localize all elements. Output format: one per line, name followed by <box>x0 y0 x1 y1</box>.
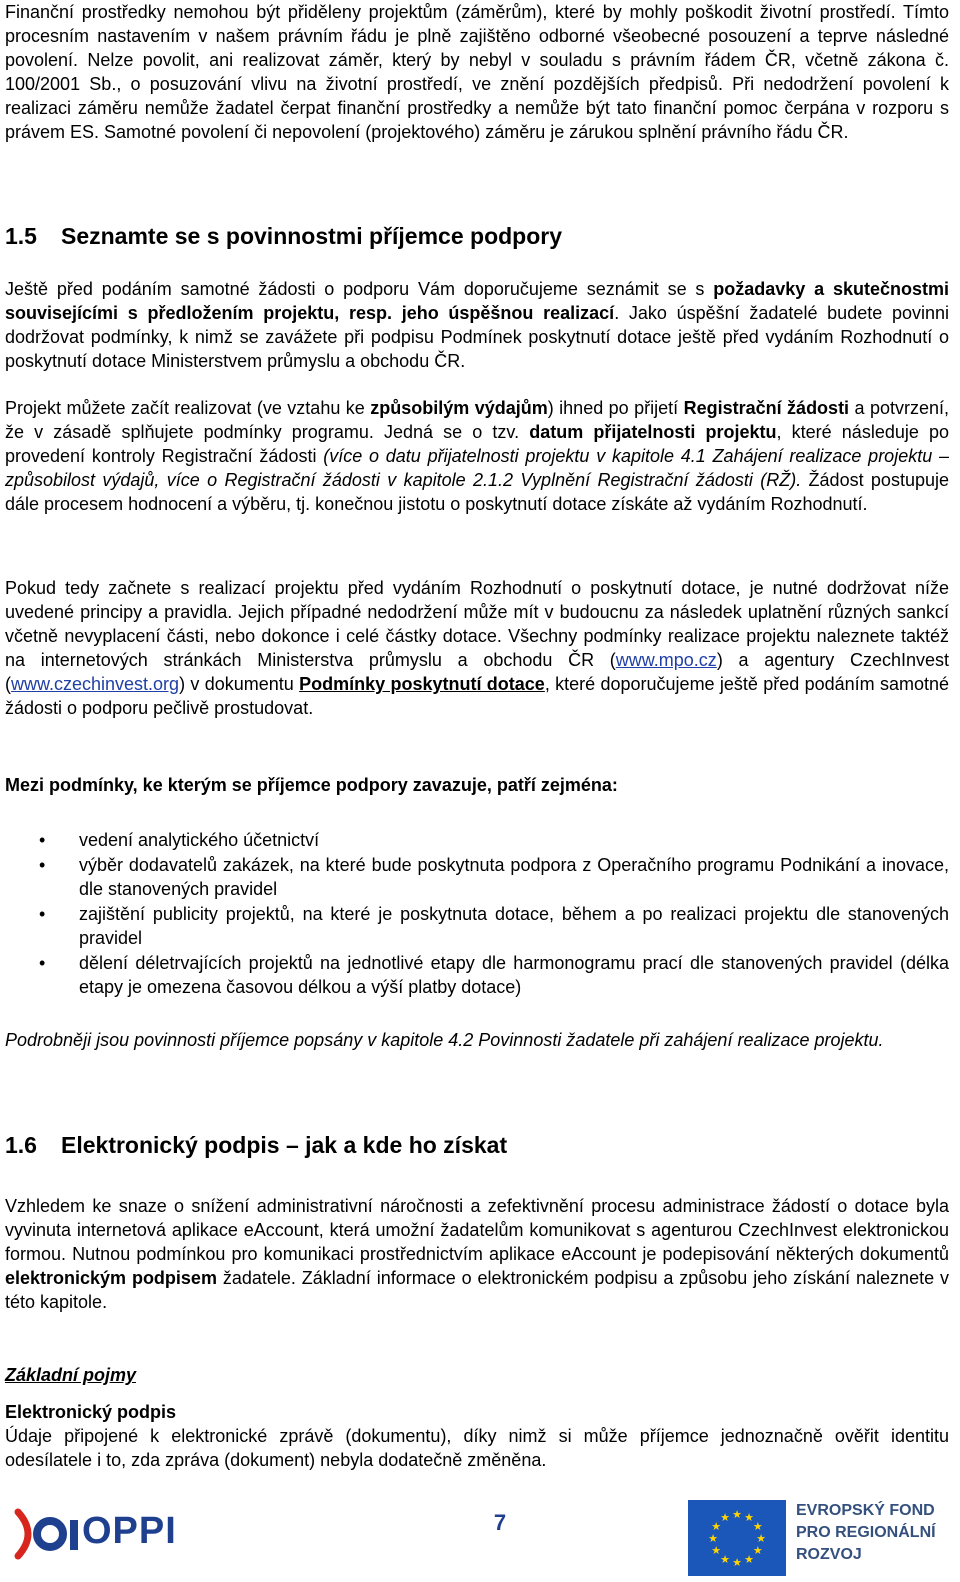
text: , které doporučujeme ještě před podáním samotné žádosti o podporu pečlivě prostudovat. <box>5 674 950 718</box>
eu-star-icon: ★ <box>732 1508 742 1521</box>
bullet: • <box>39 904 46 924</box>
section-number: 1.6 <box>5 1132 37 1158</box>
eu-line: PRO REGIONÁLNÍ <box>796 1524 936 1541</box>
list-item <box>5 828 949 852</box>
list-item-text: výběr dodavatelů zakázek, na které bude poskytnuta podpora z Operačního programu Podnikání a inovace, dle stanovených pravidel <box>79 855 949 899</box>
bold-text: elektronickým podpisem <box>5 1268 217 1288</box>
list-heading-text: Mezi podmínky, ke kterým se příjemce podpory zavazuje, patří zejména: <box>5 775 618 795</box>
list-item <box>5 853 949 901</box>
link-czechinvest[interactable]: www.czechinvest.org <box>11 674 180 694</box>
section-title: Seznamte se s povinnostmi příjemce podpory <box>61 223 563 249</box>
bold-text: datum přijatelnosti projektu <box>529 422 777 442</box>
subheading-basic-terms <box>5 1363 949 1387</box>
paragraph-environment <box>5 0 949 144</box>
page-footer <box>0 1496 960 1582</box>
oppi-logo-text: OPPI <box>82 1510 177 1552</box>
term-heading <box>5 1400 949 1424</box>
paragraph-definition <box>5 1424 949 1472</box>
list-heading <box>5 773 949 797</box>
text: , které následuje po provedení kontroly Registrační žádosti <box>5 422 950 466</box>
definition-text: Údaje připojené k elektronické zprávě (dokumentu), díky nimž si může příjemce jednoznačně ověřit identitu odesílatele i to, zda zpráva (dokument) nebyla dodatečně změněna. <box>5 1426 949 1470</box>
bold-text: požadavky a skutečnostmi souvisejícími s předložením projektu, resp. jeho úspěšnou realizací <box>5 279 949 323</box>
link-mpo[interactable]: www.mpo.cz <box>615 650 717 670</box>
bullet: • <box>39 855 46 875</box>
text: ) a agentury CzechInvest ( <box>5 650 949 694</box>
eu-star-icon: ★ <box>720 1511 730 1525</box>
section-title: Elektronický podpis – jak a kde ho získat <box>61 1132 508 1158</box>
eu-star-icon: ★ <box>720 1552 730 1566</box>
paragraph-requirements <box>5 277 949 373</box>
text: , o posuzování vlivu na životní prostředí, ve znění pozdějších předpisů. Při nedodržení povolení k realizaci záměru nemůže žadatel čerpat finanční prostředky a nemůže být tato finanční pomoc čerpána v rozporu s právem ES. Samotné povolení či nepovolení (projektového) záměru je zárukou splnění právního řádu ČR. <box>5 74 949 142</box>
eu-flag-icon <box>688 1500 786 1576</box>
eu-line: EVROPSKÝ FOND <box>796 1502 935 1519</box>
bullet: • <box>39 830 46 850</box>
text: ) v dokumentu <box>179 674 300 694</box>
list-item-text: vedení analytického účetnictví <box>79 830 320 850</box>
eu-star-icon: ★ <box>756 1532 766 1545</box>
text: Ještě před podáním samotné žádosti o podporu Vám doporučujeme seznámit se s <box>5 279 714 299</box>
section-number: 1.5 <box>5 223 37 249</box>
italic-text: Podrobněji jsou povinnosti příjemce popsány v kapitole 4.2 Povinnosti žadatele při zahájení realizace projektu. <box>5 1030 884 1050</box>
term-text: Elektronický podpis <box>5 1402 177 1422</box>
eu-star-icon: ★ <box>711 1544 722 1557</box>
text: Vzhledem ke snaze o snížení administrativní náročnosti a zefektivnění procesu administrace žádostí o dotace byla vyvinuta internetová aplikace eAccount, která umožní žadatelům komunikovat s agenturou CzechInvest elektronickou formou. Nutnou podmínkou pro komunikaci prostřednictvím aplikace eAccount je podepisování některých dokumentů <box>5 1196 949 1264</box>
list-item-text: dělení déletrvajících projektů na jednotlivé etapy dle harmonogramu prací dle stanovených pravidel (délka etapy je omezena časovou délkou a výší platby dotace) <box>79 953 949 997</box>
paragraph-eaccount <box>5 1194 949 1314</box>
bold-text: způsobilým výdajům <box>370 398 548 418</box>
text: Žádost postupuje dále procesem hodnocení a výběru, tj. konečnou jistotu o poskytnutí dotace získáte až vydáním Rozhodnutí. <box>5 470 949 514</box>
list-item <box>5 951 949 999</box>
text: ) ihned po přijetí <box>547 398 684 418</box>
subheading-text: Základní pojmy <box>5 1365 137 1385</box>
conditions-list <box>5 828 949 1000</box>
eu-star-icon: ★ <box>711 1520 722 1533</box>
oppi-logo <box>12 1504 182 1564</box>
text: Pokud tedy začnete s realizací projektu před vydáním Rozhodnutí o poskytnutí dotace, je nutné dodržovat níže uvedené principy a pravidla. Jejich případné nedodržení může mít v budoucnu za následek uplatnění různých sankcí včetně nevyplacení části, nebo dokonce i celé částky dotace. Všechny podmínky realizace projektu naleznete taktéž na internetových stránkách Ministerstva průmyslu a obchodu ČR ( <box>5 578 949 670</box>
text: a potvrzení, že v zásadě splňujete podmínky programu. Jedná se o tzv. <box>5 398 949 442</box>
paragraph-project-start <box>5 396 949 516</box>
eu-star-icon: ★ <box>744 1552 754 1566</box>
eu-star-icon: ★ <box>752 1544 763 1557</box>
eu-line: ROZVOJ <box>796 1546 862 1563</box>
list-item <box>5 902 949 950</box>
paragraph-more-info <box>5 1028 949 1052</box>
paragraph-conditions <box>5 576 949 720</box>
eu-star-icon: ★ <box>708 1532 718 1545</box>
text: Finanční prostředky nemohou být přiděleny projektům (záměrům), které by mohly poškodit životní prostředí. Tímto procesním nastavením v našem právním řádu je plně zajištěno odborné všeobecné posouzení a teprve následné povolení. Nelze povolit, ani realizovat záměr, který by nebyl v souladu s právním řádem ČR, včetně zákona č. 100/2001 Sb. <box>5 2 949 94</box>
eu-fund-label <box>796 1500 956 1566</box>
text: . Jako úspěšní žadatelé budete povinni dodržovat podmínky, k nimž se zavážete při podpisu Podmínek poskytnutí dotace ještě před vydáním Rozhodnutí o poskytnutí dotace Ministerstvem průmyslu a obchodu ČR. <box>5 303 949 371</box>
text: žadatele. Základní informace o elektronickém podpisu a způsobu jeho získání naleznete v této kapitole. <box>5 1268 949 1312</box>
bullet: • <box>39 953 46 973</box>
section-1-5-heading <box>5 221 949 251</box>
list-item-text: zajištění publicity projektů, na které je poskytnuta dotace, během a po realizaci projektu dle stanovených pravidel <box>79 904 949 948</box>
eu-star-icon: ★ <box>732 1556 742 1569</box>
eu-star-icon: ★ <box>744 1511 754 1525</box>
text: Projekt můžete začít realizovat (ve vztahu ke <box>5 398 371 418</box>
section-1-6-heading <box>5 1130 949 1160</box>
eu-star-icon: ★ <box>752 1520 763 1533</box>
page-number: 7 <box>493 1510 507 1535</box>
bold-text: Registrační žádosti <box>683 398 850 418</box>
italic-text: (více o datu přijatelnosti projektu v kapitole 4.1 Zahájení realizace projektu – způsobilost výdajů, více o Registrační žádosti v kapitole 2.1.2 Vyplnění Registrační žádosti (RŽ). <box>5 446 949 490</box>
document-title: Podmínky poskytnutí dotace <box>299 674 545 694</box>
